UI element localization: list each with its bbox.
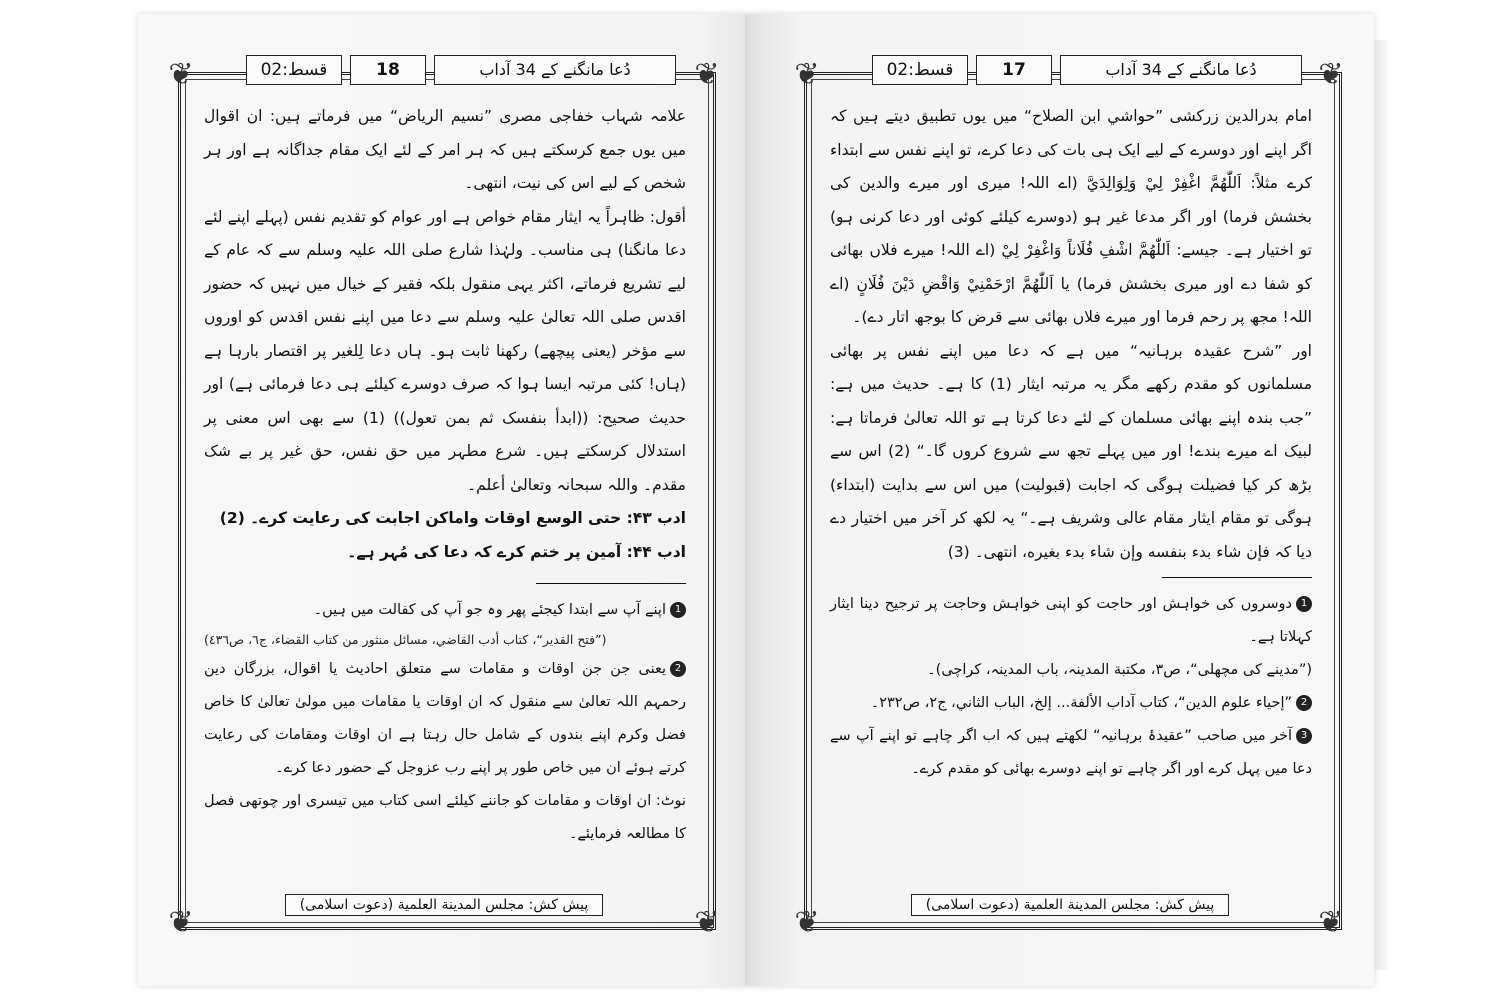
footnote — [830, 687, 1312, 720]
footnote-marker: 2 — [1296, 695, 1312, 711]
footnote-text: ”إحیاء علوم الدین“، کتاب آداب الألفة... إلخ، الباب الثاني، ج٢، ص٢٣٢۔ — [870, 695, 1292, 711]
footnote-source: (”فتح القدیر“، کتاب أدب القاضي، مسائل منثور من کتاب القضاء، ج٦، ص٤٣٦) — [204, 632, 607, 647]
left-page — [138, 14, 750, 986]
footnote-marker: 1 — [670, 602, 686, 618]
adab-heading: ادب ۴۳: حتی الوسع اوقات واماکن اجابت کی رعایت کرے۔ (2) — [219, 509, 686, 527]
page-header — [246, 50, 676, 90]
corner-ornament-icon: ❦ — [794, 905, 820, 940]
footnote-marker: 1 — [1296, 596, 1312, 612]
footnote — [204, 594, 686, 627]
footnote-divider — [1162, 577, 1312, 578]
paragraph: أقول: ظاہراً یہ ایثار مقام خواص ہے اور عوام کو تقدیم نفس (پہلے اپنے لئے دعا مانگنا) ہی مناسب۔ ولہٰذا شارع صلی اللہ علیہ وسلم سے کہ عام کے لیے تشریع فرماتے، اکثر یہی منقول بلکہ فقیر کے خیال میں نہیں کہ حضور اقدس صلی اللہ تعالیٰ علیہ وسلم سے دعا میں اپنے نفس اقدس کو اوروں سے مؤخر (یعنی پیچھے) رکھنا ثابت ہو۔ ہاں دعا لِلغیر پر اقتصار بارہا ہے (ہاں! کئی مرتبہ ایسا ہوا کہ صرف دوسرے کیلئے ہی دعا فرمائی ہے) اور حدیث صحیح: ((ابدأ بنفسک ثم بمن تعول)) (1) سے بھی اس معنی پر استدلال کرسکتے ہیں۔ شرع مطہر میں حق نفس، حق غیر پر بے شک مقدم۔ واللہ سبحانہ وتعالیٰ أعلم۔ — [204, 207, 686, 494]
page-number: 18 — [350, 55, 426, 85]
footnote-source: (”مدینے کی مچھلی“، ص۳، مکتبة المدینہ، باب المدینہ، کراچی)۔ — [927, 662, 1312, 678]
corner-ornament-icon: ❦ — [1318, 905, 1344, 940]
footnote — [204, 653, 686, 785]
footnote-text: اپنے آپ سے ابتدا کیجئے پھر وہ جو آپ کی کفالت میں ہیں۔ — [313, 602, 666, 618]
right-page — [750, 14, 1374, 986]
corner-ornament-icon: ❦ — [168, 905, 194, 940]
corner-ornament-icon: ❦ — [168, 57, 194, 92]
footnote-note: نوٹ: ان اوقات و مقامات کو جاننے کیلئے اسی کتاب میں تیسری اور چوتھی فصل کا مطالعہ فرمایئے۔ — [204, 793, 686, 842]
corner-ornament-icon: ❦ — [794, 57, 820, 92]
corner-ornament-icon: ❦ — [694, 905, 720, 940]
footnote-text: آخر میں صاحب ”عقیدۂ برہانیہ“ لکھتے ہیں کہ اب اگر چاہے تو اپنے آپ سے دعا میں پہل کرے اور اگر چاہے تو اپنے دوسرے بھائی کو مقدم کرے۔ — [830, 728, 1312, 777]
page-number: 17 — [976, 55, 1052, 85]
publisher-label: پیش کش: مجلس المدینة العلمیة (دعوت اسلامی) — [911, 894, 1230, 916]
corner-ornament-icon: ❦ — [694, 57, 720, 92]
page-header — [872, 50, 1302, 90]
page-body — [204, 100, 686, 851]
page-body — [830, 100, 1312, 786]
paragraph: امام بدرالدین زرکشی ”حواشي ابن الصلاح“ میں یوں تطبیق دیتے ہیں کہ اگر اپنے اور دوسرے کے لیے ایک ہی بات کی دعا کرے، تو اپنے نفس سے ابتداء کرے مثلاً: اَللّٰھُمَّ اغْفِرْ لِيْ وَلِوَالِدَيَّ (اے اللہ! میری اور میرے والدین کی بخشش فرما) اور اگر مدعا غیر ہو (دوسرے کیلئے کوئی اور دعا کرنی ہو) تو اختیار ہے۔ جیسے: اَللّٰھُمَّ اشْفِ فُلَاناً وَاغْفِرْ لِيْ (اے اللہ! میرے فلاں بھائی کو شفا دے اور میری بخشش فرما) یا اَللّٰھُمَّ ارْحَمْنِيْ وَاقْضِ دَیْنَ فُلَانٍ (اے اللہ! مجھ پر رحم فرما اور میرے فلاں بھائی سے قرض کا بوجھ اتار دے)۔ — [830, 107, 1312, 326]
book-title: دُعا مانگنے کے 34 آداب — [434, 55, 676, 85]
paragraph: اور ”شرح عقیدہ برہانیہ“ میں ہے کہ دعا میں اپنے نفس پر بھائی مسلمانوں کو مقدم رکھے مگر یہ مرتبہ ایثار (1) کا ہے۔ حدیث میں ہے: ”جب بندہ اپنے بھائی مسلمان کے لئے دعا کرتا ہے تو اللہ تعالیٰ فرماتا ہے: لبیک اے میرے بندے! اور میں پہلے تجھ سے شروع کروں گا۔“ (2) اس سے بڑھ کر کیا فضیلت ہوگی کہ اجابت (قبولیت) میں اس سے بدایت (ابتداء) ہوگی تو مقام ایثار مقام عالی وشریف ہے۔“ یہ لکھ کر آخر میں اختیار دے دیا کہ فإن شاء بدء بنفسه وإن شاء بدء بغیره، انتهی۔ (3) — [830, 341, 1312, 561]
publisher-label: پیش کش: مجلس المدینة العلمیة (دعوت اسلامی) — [285, 894, 604, 916]
page-footer — [178, 890, 710, 920]
part-label: قسط:02 — [872, 55, 968, 85]
footnote-text: دوسروں کی خواہش اور حاجت کو اپنی خواہش وحاجت پر ترجیح دینا ایثار کہلاتا ہے۔ — [830, 596, 1312, 645]
footnote-text: یعنی جن جن اوقات و مقامات سے متعلق احادیث یا اقوال، بزرگان دین رحمہم اللہ تعالیٰ سے منقول کہ ان اوقات یا مقامات میں مولیٰ تعالیٰ کا خاص فضل وکرم اپنے بندوں کے شامل حال رہتا ہے ان اوقات ومقامات کی رعایت کرتے ہوئے ان میں خاص طور پر اپنے رب عزوجل کے حضور دعا کرے۔ — [204, 661, 686, 776]
footnote — [830, 588, 1312, 654]
footnote — [830, 720, 1312, 786]
corner-ornament-icon: ❦ — [1318, 57, 1344, 92]
paragraph: علامہ شہاب خفاجی مصری ”نسیم الریاض“ میں فرماتے ہیں: ان اقوال میں یوں جمع کرسکتے ہیں کہ ہر امر کے لئے ایک مقام جداگانہ ہے اور ہر شخص کے لیے اس کی نیت، انتھی۔ — [204, 107, 686, 192]
adab-heading: ادب ۴۴: آمین پر ختم کرے کہ دعا کی مُہر ہے۔ — [347, 542, 686, 561]
page-footer — [804, 890, 1336, 920]
footnote-marker: 3 — [1296, 728, 1312, 744]
page-edge — [1374, 40, 1388, 970]
book-title: دُعا مانگنے کے 34 آداب — [1060, 55, 1302, 85]
footnote-divider — [536, 583, 686, 584]
part-label: قسط:02 — [246, 55, 342, 85]
footnote-marker: 2 — [670, 661, 686, 677]
